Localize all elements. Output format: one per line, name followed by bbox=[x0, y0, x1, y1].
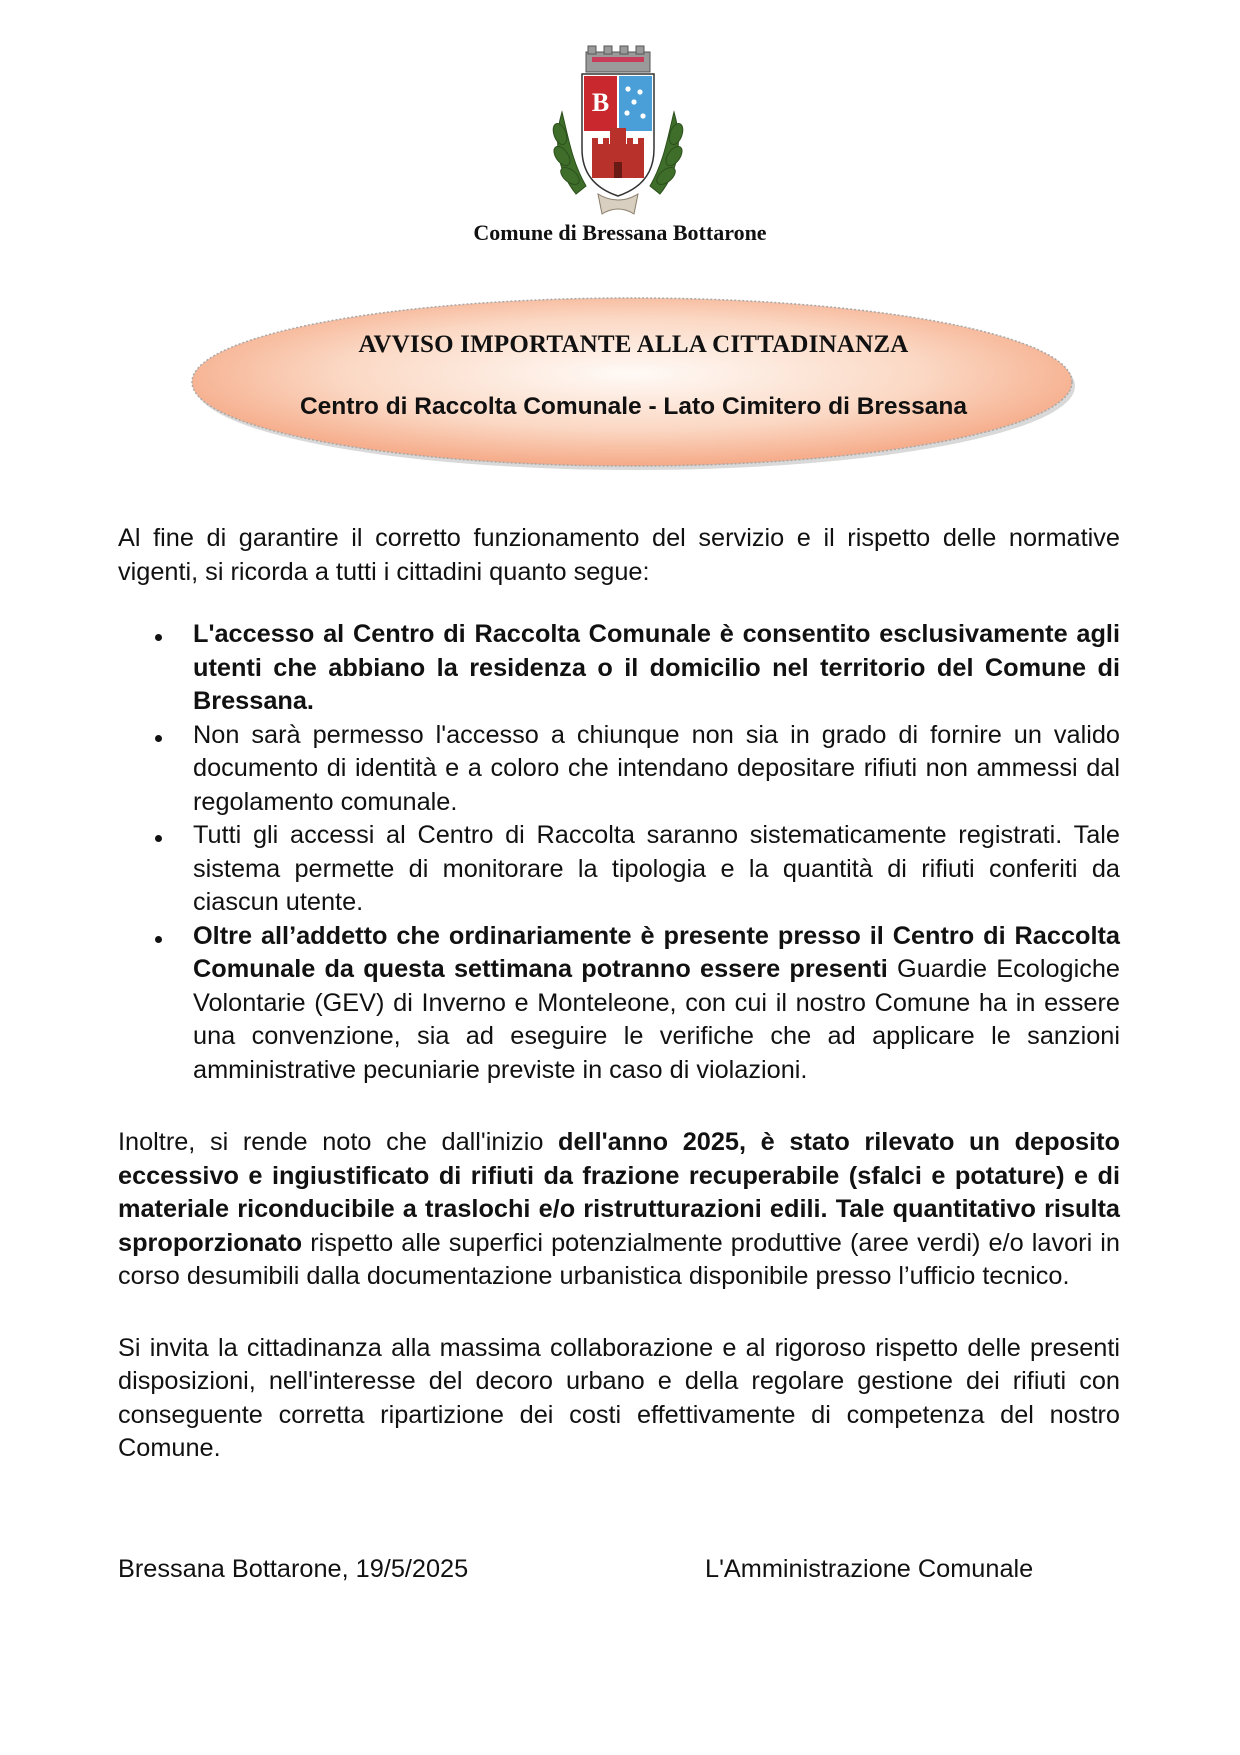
notice-banner bbox=[186, 295, 1081, 475]
signature: L'Amministrazione Comunale bbox=[705, 1555, 1034, 1583]
closing-paragraph: Si invita la cittadinanza alla massima collaborazione e al rigoroso rispetto delle presenti disposizioni, nell'interesse del decoro urbano e della regolare gestione dei rifiuti con conseguente corretta ripartizione dei costi effettivamente di competenza del nostro Comune. bbox=[118, 1333, 1120, 1462]
rule-bold-text: Oltre all’addetto che ordinariamente è presente presso il Centro di Raccolta Comunale da questa settimana potranno essere presenti bbox=[193, 921, 1120, 983]
waste-notice-paragraph bbox=[118, 1126, 1120, 1294]
place-date: Bressana Bottarone, 19/5/2025 bbox=[118, 1555, 469, 1583]
rule-item bbox=[118, 819, 1120, 920]
banner-oval bbox=[186, 295, 1081, 475]
rule-text: Guardie Ecologiche Volontarie (GEV) di Inverno e Monteleone, con cui il nostro Comune ha in essere una convenzione, sia ad eseguire le verifiche che ad applicare le sanzioni amministrative pecuniarie previste in caso di violazioni. bbox=[193, 955, 1120, 1084]
intro-paragraph: Al fine di garantire il corretto funzionamento del servizio e il rispetto delle normative vigenti, si ricorda a tutti i cittadini quanto segue: bbox=[118, 524, 1120, 586]
paragraph-bold-text: dell'anno 2025, è stato rilevato un deposito eccessivo e ingiustificato di rifiuti da frazione recuperabile (sfalci e potature) e di materiale riconducibile a traslochi e/o ristrutturazioni edili. Tale quantitativo risulta sproporzionato bbox=[118, 1128, 1120, 1257]
rule-item bbox=[118, 719, 1120, 820]
banner-title: AVVISO IMPORTANTE ALLA CITTADINANZA bbox=[358, 331, 909, 358]
notice-body bbox=[118, 522, 1120, 1466]
rule-text: Tutti gli accessi al Centro di Raccolta saranno sistematicamente registrati. Tale sistema permette di monitorare la tipologia e la quantità di rifiuti conferiti da ciascun utente. bbox=[193, 821, 1120, 916]
rule-text: Non sarà permesso l'accesso a chiunque non sia in grado di fornire un valido documento di identità e a coloro che intendano depositare rifiuti non ammessi dal regolamento comunale. bbox=[193, 720, 1120, 816]
municipal-crest bbox=[548, 44, 688, 224]
rule-bold-text: L'accesso al Centro di Raccolta Comunale è consentito esclusivamente agli utenti che abbiano la residenza o il domicilio nel territorio del Comune di Bressana. bbox=[193, 620, 1120, 715]
rule-item bbox=[118, 920, 1120, 1088]
bullet-icon bbox=[155, 634, 162, 641]
paragraph-text: Inoltre, si rende noto che dall'inizio bbox=[118, 1128, 559, 1156]
bullet-icon bbox=[155, 936, 162, 943]
municipality-name: Comune di Bressana Bottarone bbox=[473, 220, 767, 245]
crest-emblem bbox=[548, 44, 688, 224]
rules-list bbox=[118, 618, 1120, 1087]
banner-subtitle: Centro di Raccolta Comunale - Lato Cimitero di Bressana bbox=[299, 393, 968, 420]
bullet-icon bbox=[155, 835, 162, 842]
bullet-icon bbox=[155, 735, 162, 742]
rule-item bbox=[118, 618, 1120, 719]
paragraph-text: rispetto alle superfici potenzialmente produttive (aree verdi) e/o lavori in corso desumibili dalla documentazione urbanistica disponibile presso l’ufficio tecnico. bbox=[118, 1228, 1120, 1290]
crest-letter: B bbox=[591, 88, 610, 117]
